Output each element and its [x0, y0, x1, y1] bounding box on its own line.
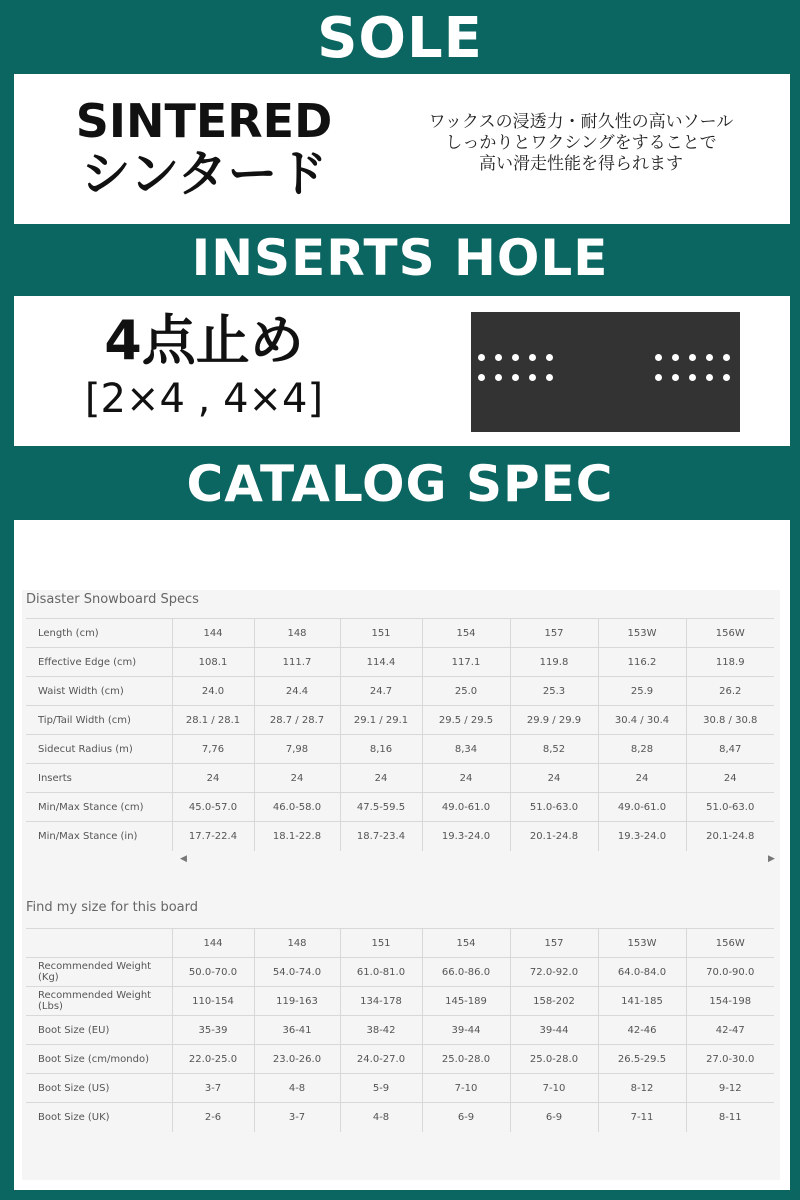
specs-cell: 20.1-24.8 [510, 822, 598, 851]
specs-cell: 24.4 [254, 677, 340, 706]
sole-heading: SOLE [317, 6, 483, 71]
size-cell: 134-178 [340, 987, 422, 1016]
sole-desc-line: 高い滑走性能を得られます [479, 154, 683, 174]
specs-cell: 20.1-24.8 [686, 822, 774, 851]
specs-header-label: Length (cm) [26, 619, 172, 648]
specs-cell: 25.0 [422, 677, 510, 706]
specs-row [26, 706, 774, 735]
specs-cell: 108.1 [172, 648, 254, 677]
specs-size-header: 144 [172, 619, 254, 648]
sole-desc-line: しっかりとワクシングをすることで [445, 133, 717, 153]
size-cell: 26.5-29.5 [598, 1045, 686, 1074]
specs-header-row [26, 619, 774, 648]
specs-size-header: 156W [686, 619, 774, 648]
specs-cell: 19.3-24.0 [422, 822, 510, 851]
specs-cell: 26.2 [686, 677, 774, 706]
specs-row-label: Min/Max Stance (cm) [26, 793, 172, 822]
specs-cell: 47.5-59.5 [340, 793, 422, 822]
specs-size-header: 151 [340, 619, 422, 648]
specs-cell: 49.0-61.0 [598, 793, 686, 822]
insert-hole-dot [706, 374, 713, 381]
inserts-pattern: [2×4 , 4×4] [84, 376, 324, 422]
size-cell: 119-163 [254, 987, 340, 1016]
specs-cell: 119.8 [510, 648, 598, 677]
size-cell: 2-6 [172, 1103, 254, 1132]
size-cell: 141-185 [598, 987, 686, 1016]
sole-title [54, 96, 354, 202]
size-cell: 54.0-74.0 [254, 958, 340, 987]
size-cell: 50.0-70.0 [172, 958, 254, 987]
specs-cell: 29.5 / 29.5 [422, 706, 510, 735]
size-row [26, 1103, 774, 1132]
specs-cell: 8,28 [598, 735, 686, 764]
size-cell: 158-202 [510, 987, 598, 1016]
specs-cell: 45.0-57.0 [172, 793, 254, 822]
size-row [26, 958, 774, 987]
size-cell: 64.0-84.0 [598, 958, 686, 987]
size-cell: 110-154 [172, 987, 254, 1016]
specs-cell: 28.7 / 28.7 [254, 706, 340, 735]
specs-cell: 17.7-22.4 [172, 822, 254, 851]
scroll-right-arrow[interactable]: ▶ [768, 854, 775, 864]
size-row-label: Boot Size (US) [26, 1074, 172, 1103]
specs-cell: 8,34 [422, 735, 510, 764]
size-row-label: Boot Size (UK) [26, 1103, 172, 1132]
specs-cell: 19.3-24.0 [598, 822, 686, 851]
inserts-count: 4点止め [104, 309, 304, 372]
size-cell: 36-41 [254, 1016, 340, 1045]
insert-hole-dot [478, 374, 485, 381]
insert-hole-dot [512, 354, 519, 361]
size-row [26, 1074, 774, 1103]
specs-cell: 114.4 [340, 648, 422, 677]
size-cell: 154-198 [686, 987, 774, 1016]
spec-panel [14, 520, 790, 1190]
size-cell: 61.0-81.0 [340, 958, 422, 987]
insert-hole-dot [689, 354, 696, 361]
inserts-title [44, 308, 364, 424]
insert-hole-dot [723, 354, 730, 361]
specs-cell: 29.9 / 29.9 [510, 706, 598, 735]
size-cell: 39-44 [510, 1016, 598, 1045]
specs-cell: 51.0-63.0 [510, 793, 598, 822]
insert-hole-dot [672, 354, 679, 361]
size-cell: 35-39 [172, 1016, 254, 1045]
insert-hole-dot [546, 374, 553, 381]
specs-cell: 30.8 / 30.8 [686, 706, 774, 735]
specs-row-label: Min/Max Stance (in) [26, 822, 172, 851]
size-row [26, 1016, 774, 1045]
insert-hole-dot [689, 374, 696, 381]
size-cell: 42-47 [686, 1016, 774, 1045]
size-cell: 6-9 [510, 1103, 598, 1132]
insert-hole-dot [672, 374, 679, 381]
specs-row [26, 793, 774, 822]
specs-cell: 51.0-63.0 [686, 793, 774, 822]
sole-title-en: SINTERED [75, 94, 333, 148]
size-header-label [26, 929, 172, 958]
specs-cell: 25.3 [510, 677, 598, 706]
size-size-header: 148 [254, 929, 340, 958]
size-size-header: 153W [598, 929, 686, 958]
size-cell: 72.0-92.0 [510, 958, 598, 987]
size-cell: 7-10 [422, 1074, 510, 1103]
specs-cell: 24 [172, 764, 254, 793]
insert-hole-dot [546, 354, 553, 361]
specs-table [26, 618, 774, 851]
size-cell: 4-8 [254, 1074, 340, 1103]
size-cell: 25.0-28.0 [422, 1045, 510, 1074]
specs-row-label: Tip/Tail Width (cm) [26, 706, 172, 735]
size-cell: 8-12 [598, 1074, 686, 1103]
size-cell: 42-46 [598, 1016, 686, 1045]
specs-cell: 7,76 [172, 735, 254, 764]
size-row [26, 987, 774, 1016]
specs-row-label: Sidecut Radius (m) [26, 735, 172, 764]
specs-cell: 24 [254, 764, 340, 793]
size-header-row [26, 929, 774, 958]
size-row [26, 1045, 774, 1074]
insert-hole-dot [655, 374, 662, 381]
specs-cell: 18.7-23.4 [340, 822, 422, 851]
specs-cell: 29.1 / 29.1 [340, 706, 422, 735]
insert-hole-dot [655, 354, 662, 361]
specs-cell: 46.0-58.0 [254, 793, 340, 822]
specs-cell: 24 [686, 764, 774, 793]
size-cell: 39-44 [422, 1016, 510, 1045]
specs-cell: 49.0-61.0 [422, 793, 510, 822]
specs-row [26, 822, 774, 851]
size-cell: 24.0-27.0 [340, 1045, 422, 1074]
size-cell: 4-8 [340, 1103, 422, 1132]
spec-screenshot [22, 590, 780, 1180]
size-cell: 6-9 [422, 1103, 510, 1132]
insert-hole-dot [706, 354, 713, 361]
specs-row [26, 677, 774, 706]
size-cell: 38-42 [340, 1016, 422, 1045]
specs-cell: 24.7 [340, 677, 422, 706]
insert-hole-dot [495, 354, 502, 361]
insert-hole-dot [478, 354, 485, 361]
size-table [26, 928, 774, 1132]
size-cell: 27.0-30.0 [686, 1045, 774, 1074]
specs-cell: 7,98 [254, 735, 340, 764]
specs-cell: 117.1 [422, 648, 510, 677]
size-row-label: Boot Size (EU) [26, 1016, 172, 1045]
size-size-header: 156W [686, 929, 774, 958]
sole-title-jp: シンタード [80, 145, 328, 203]
specs-row-label: Inserts [26, 764, 172, 793]
specs-cell: 18.1-22.8 [254, 822, 340, 851]
size-size-header: 151 [340, 929, 422, 958]
size-cell: 3-7 [254, 1103, 340, 1132]
scroll-left-arrow[interactable]: ◀ [180, 854, 187, 864]
specs-size-header: 154 [422, 619, 510, 648]
size-cell: 145-189 [422, 987, 510, 1016]
insert-hole-dot [512, 374, 519, 381]
size-row-label: Boot Size (cm/mondo) [26, 1045, 172, 1074]
size-cell: 8-11 [686, 1103, 774, 1132]
inserts-diagram [471, 312, 740, 432]
specs-cell: 8,16 [340, 735, 422, 764]
catalog-heading: CATALOG SPEC [186, 455, 614, 513]
size-cell: 66.0-86.0 [422, 958, 510, 987]
specs-cell: 24 [340, 764, 422, 793]
specs-row-label: Effective Edge (cm) [26, 648, 172, 677]
specs-table-title: Disaster Snowboard Specs [26, 592, 199, 607]
size-row-label: Recommended Weight (Kg) [26, 958, 172, 987]
specs-cell: 8,47 [686, 735, 774, 764]
size-cell: 7-11 [598, 1103, 686, 1132]
specs-cell: 118.9 [686, 648, 774, 677]
sole-panel [14, 74, 790, 224]
size-cell: 23.0-26.0 [254, 1045, 340, 1074]
size-table-title: Find my size for this board [26, 900, 198, 915]
specs-cell: 25.9 [598, 677, 686, 706]
specs-cell: 28.1 / 28.1 [172, 706, 254, 735]
size-cell: 3-7 [172, 1074, 254, 1103]
specs-cell: 30.4 / 30.4 [598, 706, 686, 735]
specs-cell: 24.0 [172, 677, 254, 706]
specs-cell: 116.2 [598, 648, 686, 677]
specs-size-header: 157 [510, 619, 598, 648]
specs-cell: 8,52 [510, 735, 598, 764]
specs-cell: 24 [422, 764, 510, 793]
size-cell: 70.0-90.0 [686, 958, 774, 987]
size-cell: 5-9 [340, 1074, 422, 1103]
specs-cell: 24 [598, 764, 686, 793]
size-cell: 7-10 [510, 1074, 598, 1103]
specs-cell: 111.7 [254, 648, 340, 677]
sole-description [386, 112, 776, 175]
size-cell: 22.0-25.0 [172, 1045, 254, 1074]
insert-hole-dot [723, 374, 730, 381]
insert-hole-dot [529, 354, 536, 361]
inserts-heading: INSERTS HOLE [191, 229, 609, 287]
size-cell: 9-12 [686, 1074, 774, 1103]
specs-size-header: 153W [598, 619, 686, 648]
sole-desc-line: ワックスの浸透力・耐久性の高いソール [428, 112, 734, 132]
size-size-header: 154 [422, 929, 510, 958]
size-size-header: 144 [172, 929, 254, 958]
size-size-header: 157 [510, 929, 598, 958]
size-cell: 25.0-28.0 [510, 1045, 598, 1074]
specs-row-label: Waist Width (cm) [26, 677, 172, 706]
specs-row [26, 764, 774, 793]
specs-row [26, 648, 774, 677]
inserts-panel [14, 296, 790, 446]
specs-size-header: 148 [254, 619, 340, 648]
specs-cell: 24 [510, 764, 598, 793]
specs-row [26, 735, 774, 764]
insert-hole-dot [495, 374, 502, 381]
insert-hole-dot [529, 374, 536, 381]
size-row-label: Recommended Weight (Lbs) [26, 987, 172, 1016]
